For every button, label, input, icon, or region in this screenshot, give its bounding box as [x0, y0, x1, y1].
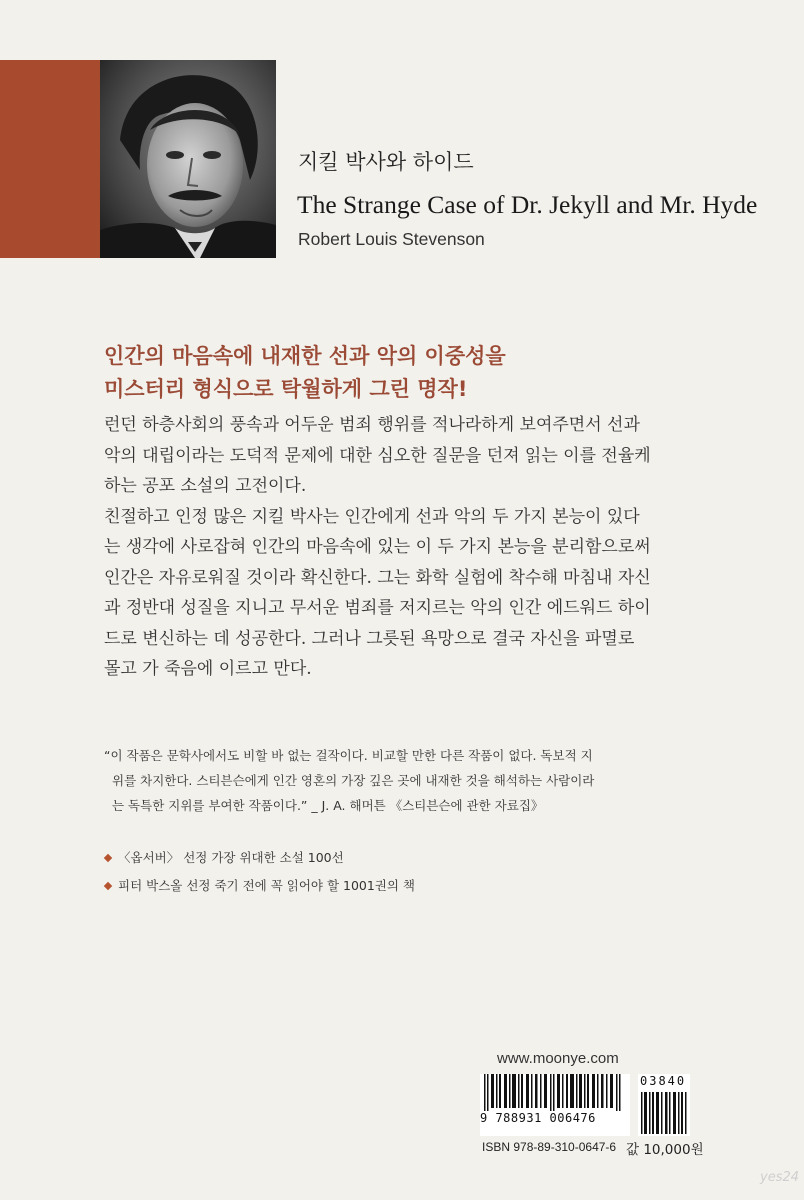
synopsis-line: 런던 하층사회의 풍속과 어두운 범죄 행위를 적나라하게 보여주면서 선과 [104, 415, 640, 435]
watermark: yes24 [760, 1170, 800, 1185]
synopsis-line: 과 정반대 성질을 지니고 무서운 범죄를 저지르는 악의 인간 에드워드 하이 [104, 598, 651, 618]
isbn-number: ISBN 978-89-310-0647-6 [482, 1140, 617, 1154]
title-korean: 지킬 박사와 하이드 [298, 150, 474, 174]
headline-line-1: 인간의 마음속에 내재한 선과 악의 이중성을 [104, 344, 506, 368]
isbn-barcode [480, 1074, 630, 1136]
quote-line-3: 는 독특한 지위를 부여한 작품이다.” _ J. A. 해머튼 《스티븐슨에 관한 자료집》 [112, 798, 544, 813]
award-item [104, 876, 415, 904]
diamond-bullet-icon [104, 882, 112, 890]
quote-line-2: 위를 차지한다. 스티븐슨에게 인간 영혼의 가장 깊은 곳에 내재한 것을 해석하는 사람이라 [112, 773, 595, 788]
quote-line-1: “이 작품은 문학사에서도 비할 바 없는 걸작이다. 비교할 만한 다른 작품이 없다. 독보적 지 [104, 748, 593, 763]
headline-line-2: 미스터리 형식으로 탁월하게 그린 명작! [104, 377, 468, 401]
synopsis-line: 인간은 자유로워질 것이라 확신한다. 그는 화학 실험에 착수해 마침내 자신 [104, 567, 651, 588]
author-name: Robert Louis Stevenson [298, 229, 485, 249]
synopsis-line: 는 생각에 사로잡혀 인간의 마음속에 있는 이 두 가지 본능을 분리함으로써 [104, 537, 651, 557]
synopsis-line: 몰고 가 죽음에 이르고 만다. [104, 659, 312, 679]
addon-digits: 03840 [640, 1074, 687, 1088]
synopsis-line: 하는 공포 소설의 고전이다. [104, 476, 307, 496]
synopsis-line: 악의 대립이라는 도덕적 문제에 대한 심오한 질문을 던져 읽는 이를 전율케 [104, 445, 651, 466]
synopsis-line: 친절하고 인정 많은 지킬 박사는 인간에게 선과 악의 두 가지 본능이 있다 [104, 506, 640, 527]
award-item [104, 848, 415, 876]
diamond-bullet-icon [104, 854, 112, 862]
title-english: The Strange Case of Dr. Jekyll and Mr. Hyde [297, 190, 758, 219]
author-portrait [100, 60, 276, 258]
synopsis [104, 410, 724, 685]
award-list [104, 848, 415, 904]
award-item-text: 피터 박스올 선정 죽기 전에 꼭 읽어야 할 1001권의 책 [118, 878, 415, 893]
publisher-website: www.moonye.com [497, 1050, 619, 1067]
headline [104, 340, 506, 406]
barcode-digits: 9 788931 006476 [480, 1111, 630, 1125]
accent-bar [0, 60, 100, 258]
synopsis-line: 드로 변신하는 데 성공한다. 그러나 그릇된 욕망으로 결국 자신을 파멸로 [104, 628, 635, 649]
price: 값 10,000원 [626, 1142, 704, 1158]
award-item-text: 〈옵서버〉 선정 가장 위대한 소설 100선 [118, 850, 344, 865]
critic-quote [104, 743, 594, 818]
